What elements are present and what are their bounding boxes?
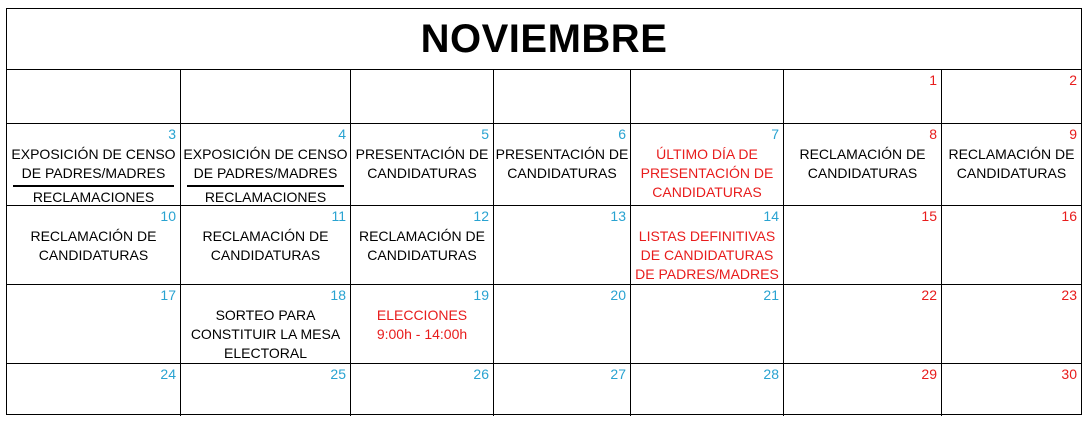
event-text: [181, 124, 350, 206]
day-number: 19: [473, 287, 489, 303]
day-number: 21: [763, 287, 779, 303]
event-line: ELECTORAL: [224, 345, 307, 361]
day-number: 4: [338, 126, 346, 142]
day-number: 20: [610, 287, 626, 303]
day-number: 5: [481, 126, 489, 142]
calendar-day-cell: [351, 70, 494, 124]
calendar-day-cell: [181, 285, 351, 364]
event-text: [351, 124, 493, 183]
event-line: DE PADRES/MADRES: [635, 266, 779, 282]
calendar-day-cell: [631, 285, 784, 364]
event-text: [181, 206, 350, 265]
day-number: 18: [330, 287, 346, 303]
day-number: 24: [160, 366, 176, 382]
calendar-day-cell: [784, 206, 942, 285]
divider: [13, 185, 174, 187]
calendar-day-cell: [494, 124, 631, 206]
day-number: 17: [160, 287, 176, 303]
day-number: 1: [929, 72, 937, 88]
event-line: CANDIDATURAS: [507, 165, 617, 181]
day-number: 16: [1061, 208, 1077, 224]
event-line: CANDIDATURAS: [367, 165, 477, 181]
event-text: [351, 206, 493, 265]
event-line: LISTAS DEFINITIVAS: [638, 228, 776, 244]
calendar-day-cell: [784, 364, 942, 416]
calendar-day-cell: [942, 206, 1081, 285]
calendar-day-cell: [351, 285, 494, 364]
calendar-day-cell: [942, 70, 1081, 124]
divider: [187, 185, 344, 187]
calendar-day-cell: [494, 285, 631, 364]
event-line: CANDIDATURAS: [807, 165, 918, 181]
day-number: 7: [771, 126, 779, 142]
event-line: RECLAMACIÓN DE: [30, 228, 157, 244]
calendar-day-cell: [494, 206, 631, 285]
event-line: DE PADRES/MADRES: [193, 165, 338, 181]
event-line: PRESENTACIÓN DE: [355, 146, 489, 162]
day-number: 29: [921, 366, 937, 382]
event-text: [494, 124, 630, 183]
event-line: EXPOSICIÓN DE CENSO: [11, 146, 176, 162]
day-number: 3: [168, 126, 176, 142]
event-line: CANDIDATURAS: [956, 165, 1067, 181]
calendar-day-cell: [784, 70, 942, 124]
day-number: 13: [610, 208, 626, 224]
calendar-day-cell: [351, 206, 494, 285]
event-line: PRESENTACIÓN DE: [640, 165, 774, 181]
calendar-grid: [7, 70, 1081, 416]
calendar-title: NOVIEMBRE: [7, 9, 1081, 70]
day-number: 12: [473, 208, 489, 224]
calendar-day-cell: [181, 206, 351, 285]
calendar-day-cell: [942, 124, 1081, 206]
day-number: 10: [160, 208, 176, 224]
event-text: [351, 285, 493, 344]
event-text: [784, 124, 941, 183]
event-line: CANDIDATURAS: [38, 247, 149, 263]
event-line: PRESENTACIÓN DE: [495, 146, 629, 162]
day-number: 22: [921, 287, 937, 303]
calendar-day-cell: [942, 364, 1081, 416]
event-line: CANDIDATURAS: [210, 247, 321, 263]
day-number: 25: [330, 366, 346, 382]
day-number: 2: [1069, 72, 1077, 88]
event-text: [7, 124, 180, 206]
event-subline: RECLAMACIONES: [32, 189, 155, 205]
event-line: CANDIDATURAS: [652, 184, 762, 200]
event-line: EXPOSICIÓN DE CENSO: [183, 146, 348, 162]
calendar-day-cell: [351, 364, 494, 416]
day-number: 26: [473, 366, 489, 382]
event-text: [7, 206, 180, 265]
event-line: DE CANDIDATURAS: [640, 247, 774, 263]
event-line: SORTEO PARA: [215, 307, 316, 323]
event-line: ÚLTIMO DÍA DE: [656, 146, 758, 162]
calendar-day-cell: [631, 70, 784, 124]
day-number: 23: [1061, 287, 1077, 303]
calendar-day-cell: [181, 124, 351, 206]
calendar-day-cell: [7, 285, 181, 364]
event-text: [181, 285, 350, 363]
day-number: 8: [929, 126, 937, 142]
event-line: CANDIDATURAS: [367, 247, 477, 263]
event-text: [631, 206, 783, 284]
event-subline: RECLAMACIONES: [204, 189, 327, 205]
event-line: RECLAMACIÓN DE: [799, 146, 926, 162]
calendar-day-cell: [181, 364, 351, 416]
day-number: 14: [763, 208, 779, 224]
calendar: [6, 8, 1082, 415]
calendar-day-cell: [784, 285, 942, 364]
calendar-day-cell: [494, 70, 631, 124]
calendar-day-cell: [631, 206, 784, 285]
event-line: RECLAMACIÓN DE: [948, 146, 1075, 162]
calendar-day-cell: [784, 124, 942, 206]
calendar-day-cell: [942, 285, 1081, 364]
event-line: RECLAMACIÓN DE: [358, 228, 486, 244]
calendar-day-cell: [7, 206, 181, 285]
event-text: [942, 124, 1081, 183]
event-line: DE PADRES/MADRES: [21, 165, 166, 181]
day-number: 9: [1069, 126, 1077, 142]
calendar-day-cell: [7, 364, 181, 416]
day-number: 6: [618, 126, 626, 142]
day-number: 30: [1061, 366, 1077, 382]
event-line: CONSTITUIR LA MESA: [190, 326, 341, 342]
day-number: 27: [610, 366, 626, 382]
event-line: RECLAMACIÓN DE: [202, 228, 329, 244]
calendar-day-cell: [494, 364, 631, 416]
calendar-day-cell: [351, 124, 494, 206]
calendar-day-cell: [181, 70, 351, 124]
day-number: 28: [763, 366, 779, 382]
calendar-day-cell: [7, 70, 181, 124]
event-line: 9:00h - 14:00h: [376, 326, 468, 342]
calendar-day-cell: [7, 124, 181, 206]
event-text: [631, 124, 783, 202]
day-number: 15: [921, 208, 937, 224]
event-line: ELECCIONES: [376, 307, 468, 323]
day-number: 11: [331, 208, 346, 224]
calendar-day-cell: [631, 124, 784, 206]
calendar-day-cell: [631, 364, 784, 416]
